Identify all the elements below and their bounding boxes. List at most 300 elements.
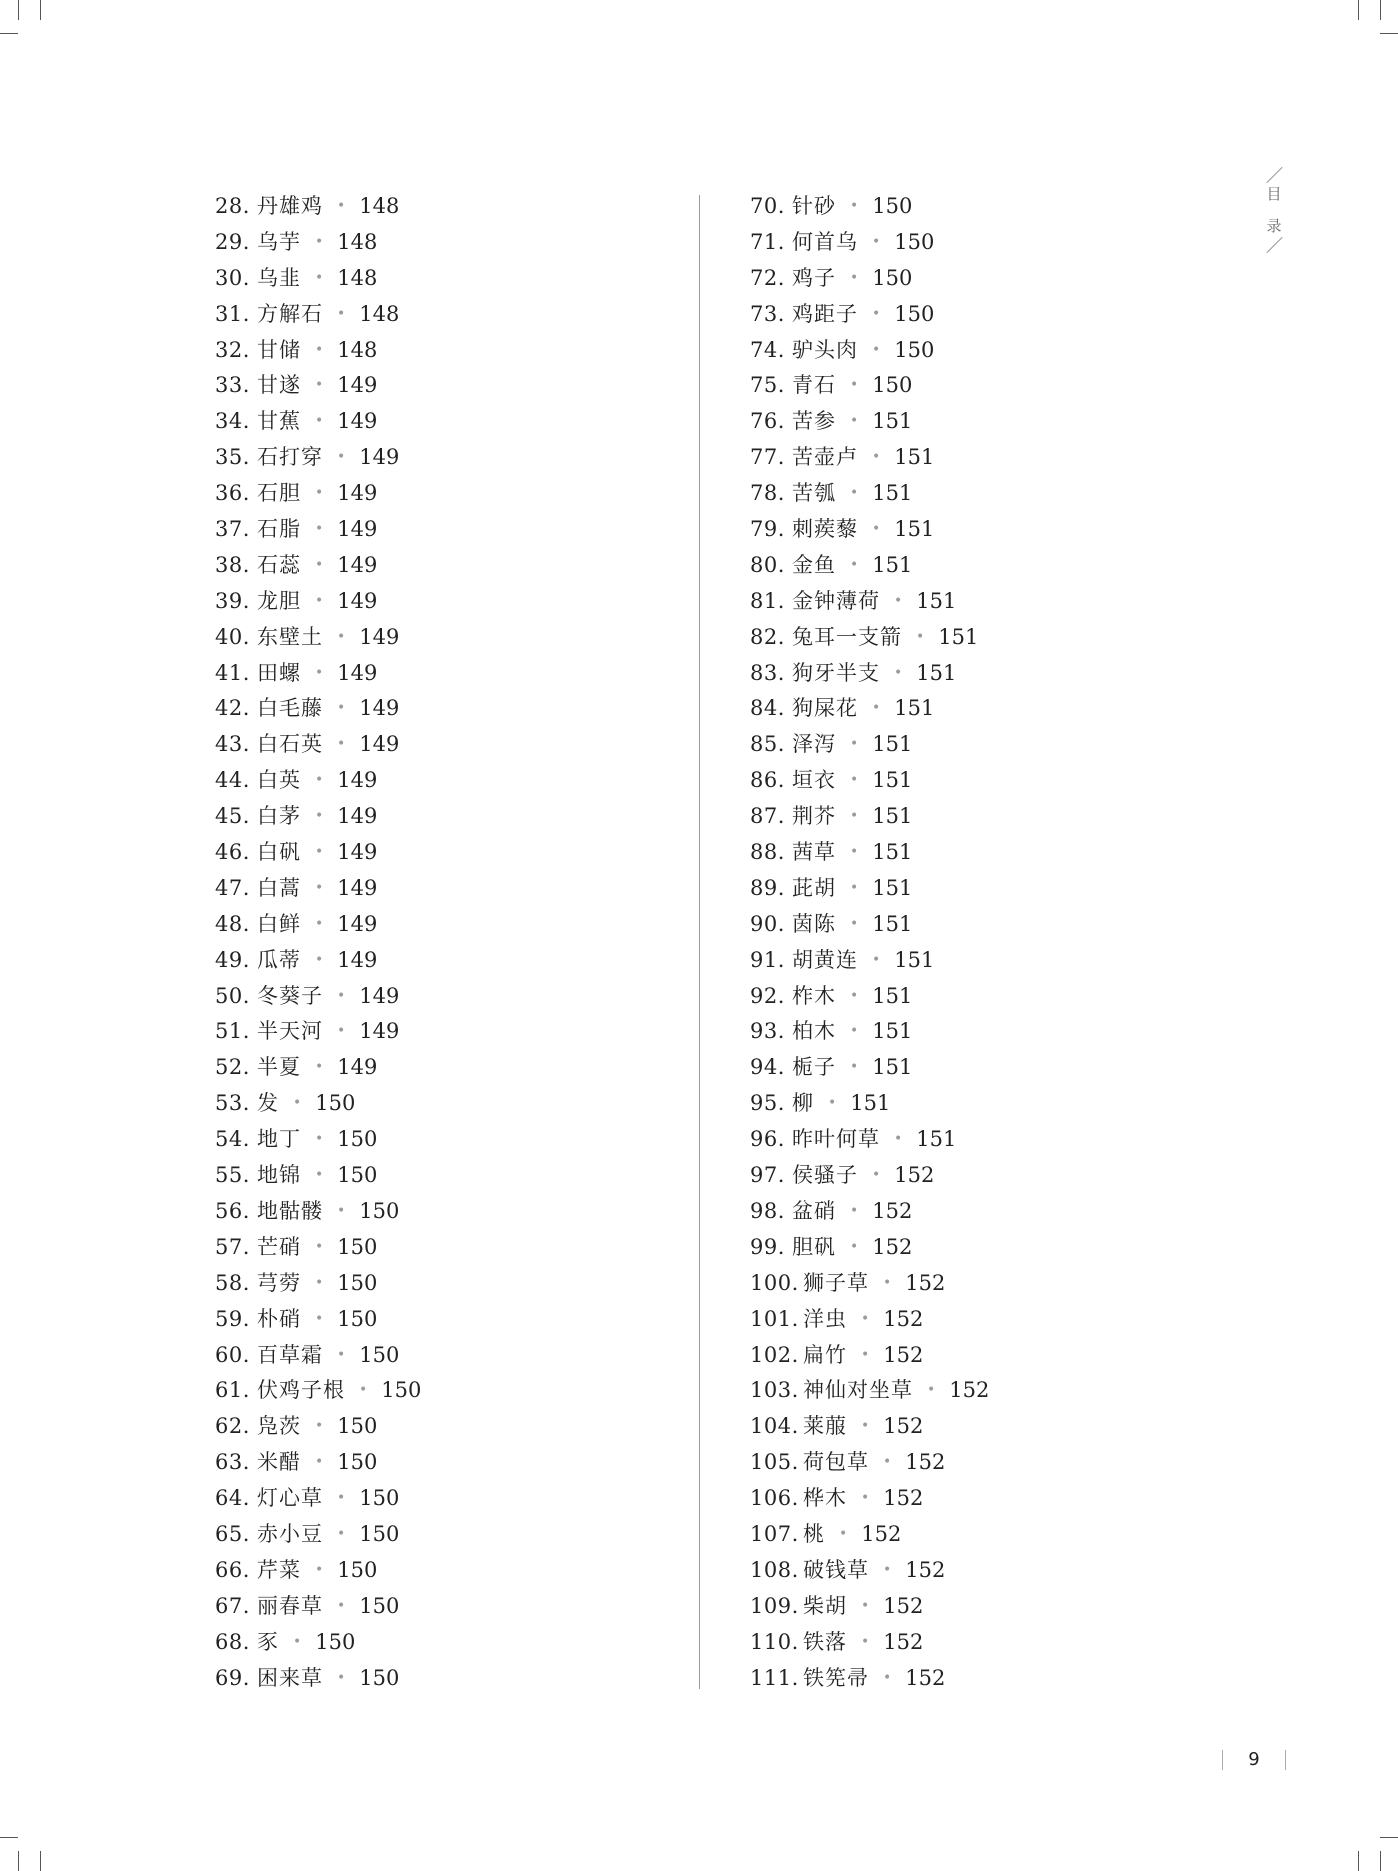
toc-entry-title: 苦瓠 (792, 481, 836, 506)
toc-entry[interactable] (750, 1158, 989, 1194)
toc-entry[interactable] (750, 1302, 989, 1338)
toc-entry[interactable] (215, 1302, 421, 1338)
toc-entry-title: 东壁土 (257, 624, 323, 649)
toc-entry-number: 81. (750, 588, 785, 613)
toc-entry-title: 昨叶何草 (792, 1127, 880, 1152)
toc-entry[interactable] (215, 1625, 421, 1661)
toc-entry-title: 胡黄连 (792, 947, 858, 972)
toc-entry-number: 33. (215, 373, 250, 398)
toc-entry-title: 伏鸡子根 (257, 1378, 345, 1403)
toc-entry[interactable] (750, 404, 989, 440)
toc-entry[interactable] (215, 1266, 421, 1302)
toc-entry[interactable] (750, 979, 989, 1015)
toc-entry[interactable] (750, 871, 989, 907)
toc-entry[interactable] (215, 1517, 421, 1553)
toc-entry-number: 74. (750, 337, 785, 362)
toc-entry-number: 58. (215, 1270, 250, 1295)
toc-entry-title: 苦参 (792, 409, 836, 434)
toc-entry-number: 65. (215, 1521, 250, 1546)
toc-entry-separator-dot: • (872, 233, 881, 250)
toc-entry-number: 75. (750, 373, 785, 398)
toc-entry-page: 150 (381, 1378, 422, 1403)
toc-entry-number: 56. (215, 1198, 250, 1223)
toc-entry-number: 30. (215, 265, 250, 290)
toc-entry[interactable] (215, 225, 421, 261)
toc-entry-separator-dot: • (850, 736, 859, 753)
toc-entry-number: 73. (750, 301, 785, 326)
toc-entry[interactable] (750, 835, 989, 871)
toc-entry[interactable] (750, 1661, 989, 1697)
toc-entry-page: 151 (894, 517, 935, 542)
toc-entry-title: 甘遂 (257, 373, 301, 398)
toc-entry-separator-dot: • (315, 556, 324, 573)
page-number-text: 9 (1248, 1749, 1260, 1770)
toc-entry-number: 95. (750, 1091, 785, 1116)
toc-entry-separator-dot: • (337, 1669, 346, 1686)
toc-entry-title: 桃 (803, 1521, 825, 1546)
toc-entry-number: 40. (215, 624, 250, 649)
toc-entry-page: 151 (894, 947, 935, 972)
toc-entry-page: 151 (872, 840, 913, 865)
toc-entry[interactable] (750, 1625, 989, 1661)
toc-entry-page: 151 (894, 445, 935, 470)
toc-entry-page: 150 (359, 1521, 400, 1546)
toc-entry-page: 149 (337, 517, 378, 542)
toc-entry-number: 41. (215, 660, 250, 685)
toc-entry[interactable] (750, 1266, 989, 1302)
crop-mark-top-left-v2 (40, 0, 41, 20)
toc-entry-title: 白鲜 (257, 911, 301, 936)
toc-entry-page: 149 (337, 947, 378, 972)
toc-entry-page: 151 (872, 983, 913, 1008)
toc-entry-page: 149 (359, 696, 400, 721)
toc-entry-number: 69. (215, 1665, 250, 1690)
toc-entry[interactable] (215, 1445, 421, 1481)
toc-entry-page: 152 (894, 1163, 935, 1188)
toc-entry[interactable] (215, 1122, 421, 1158)
toc-entry-separator-dot: • (850, 1202, 859, 1219)
toc-entry-page: 151 (872, 768, 913, 793)
toc-entry-separator-dot: • (872, 521, 881, 538)
toc-entry[interactable] (215, 297, 421, 333)
toc-entry-separator-dot: • (850, 198, 859, 214)
toc-entry-page: 149 (337, 768, 378, 793)
toc-entry-number: 98. (750, 1198, 785, 1223)
toc-entry[interactable] (750, 1373, 989, 1409)
toc-entry-separator-dot: • (861, 1633, 870, 1650)
toc-entry[interactable] (215, 1338, 421, 1374)
toc-entry-separator-dot: • (315, 1059, 324, 1076)
toc-entry-page: 152 (883, 1342, 924, 1367)
toc-entry-number: 57. (215, 1234, 250, 1259)
toc-entry[interactable] (750, 333, 989, 369)
toc-entry-number: 35. (215, 445, 250, 470)
toc-entry-title: 鸡距子 (792, 301, 858, 326)
toc-entry-separator-dot: • (337, 1346, 346, 1363)
toc-entry-page: 152 (883, 1414, 924, 1439)
toc-entry-number: 60. (215, 1342, 250, 1367)
toc-entry[interactable] (215, 871, 421, 907)
toc-entry-title: 苦壶卢 (792, 445, 858, 470)
toc-entry-separator-dot: • (861, 1490, 870, 1507)
toc-entry-separator-dot: • (883, 1454, 892, 1471)
toc-entry-page: 148 (337, 265, 378, 290)
toc-entry-title: 冬葵子 (257, 983, 323, 1008)
toc-entry-title: 乌芋 (257, 229, 301, 254)
toc-entry[interactable] (215, 1230, 421, 1266)
toc-entry-title: 荆芥 (792, 804, 836, 829)
toc-entry[interactable] (750, 1230, 989, 1266)
toc-entry-page: 152 (883, 1629, 924, 1654)
toc-entry-separator-dot: • (315, 1238, 324, 1255)
page-number-bar-left (1222, 1750, 1223, 1770)
toc-entry-separator-dot: • (337, 987, 346, 1004)
toc-entry-separator-dot: • (337, 449, 346, 466)
toc-entry[interactable] (750, 189, 989, 225)
toc-entry[interactable] (750, 1409, 989, 1445)
toc-entry-page: 149 (337, 1055, 378, 1080)
crop-mark-bottom-right-v2 (1358, 1851, 1359, 1871)
toc-entry[interactable] (750, 1086, 989, 1122)
toc-entry-number: 101. (750, 1306, 799, 1331)
toc-entry-number: 37. (215, 517, 250, 542)
toc-entry[interactable] (750, 512, 989, 548)
toc-entry-title: 狗牙半支 (792, 660, 880, 685)
toc-entry-page: 150 (337, 1127, 378, 1152)
toc-entry-title: 方解石 (257, 301, 323, 326)
toc-entry-page: 149 (337, 481, 378, 506)
toc-entry[interactable] (750, 1553, 989, 1589)
toc-entry-number: 62. (215, 1414, 250, 1439)
toc-entry-separator-dot: • (315, 808, 324, 825)
toc-entry-page: 151 (872, 911, 913, 936)
toc-entry-number: 102. (750, 1342, 799, 1367)
toc-entry[interactable] (215, 799, 421, 835)
toc-entry-page: 150 (315, 1629, 356, 1654)
crop-mark-top-right-h (1380, 33, 1398, 34)
toc-entry-separator-dot: • (894, 592, 903, 609)
toc-entry[interactable] (215, 476, 421, 512)
toc-entry-title: 驴头肉 (792, 337, 858, 362)
toc-entry-separator-dot: • (861, 1346, 870, 1363)
toc-entry-page: 152 (905, 1270, 946, 1295)
toc-entry[interactable] (215, 440, 421, 476)
toc-entry-page: 149 (337, 660, 378, 685)
toc-entry[interactable] (215, 1409, 421, 1445)
toc-entry-title: 白茅 (257, 804, 301, 829)
toc-entry[interactable] (750, 1481, 989, 1517)
toc-entry-number: 78. (750, 481, 785, 506)
toc-entry-number: 67. (215, 1593, 250, 1618)
toc-entry-number: 31. (215, 301, 250, 326)
toc-entry-separator-dot: • (850, 808, 859, 825)
toc-entry[interactable] (215, 368, 421, 404)
toc-entry-separator-dot: • (315, 951, 324, 968)
toc-entry[interactable] (215, 763, 421, 799)
toc-entry-number: 100. (750, 1270, 799, 1295)
crop-mark-bottom-left-h (0, 1837, 18, 1838)
toc-entry-page: 150 (894, 301, 935, 326)
toc-entry-title: 侯骚子 (792, 1163, 858, 1188)
toc-entry[interactable] (750, 656, 989, 692)
toc-entry[interactable] (215, 1589, 421, 1625)
toc-entry-title: 何首乌 (792, 229, 858, 254)
toc-entry-title: 甘蕉 (257, 409, 301, 434)
toc-entry-number: 49. (215, 947, 250, 972)
toc-entry-separator-dot: • (850, 1238, 859, 1255)
toc-entry-separator-dot: • (315, 772, 324, 789)
toc-entry-number: 38. (215, 552, 250, 577)
toc-entry-title: 茜草 (792, 840, 836, 865)
toc-entry-number: 59. (215, 1306, 250, 1331)
toc-entry[interactable] (750, 1338, 989, 1374)
toc-entry[interactable] (215, 1194, 421, 1230)
toc-entry[interactable] (750, 476, 989, 512)
toc-entry[interactable] (215, 512, 421, 548)
toc-entry[interactable] (215, 1158, 421, 1194)
toc-entry-number: 96. (750, 1127, 785, 1152)
toc-entry-title: 芒硝 (257, 1234, 301, 1259)
toc-entry-separator-dot: • (315, 269, 324, 286)
toc-entry[interactable] (215, 1661, 421, 1697)
crop-mark-bottom-right-v (1380, 1851, 1381, 1871)
toc-entry-separator-dot: • (337, 1597, 346, 1614)
toc-entry[interactable] (215, 1373, 421, 1409)
toc-entry[interactable] (750, 691, 989, 727)
toc-entry-title: 胆矾 (792, 1234, 836, 1259)
toc-entry-title: 石脂 (257, 517, 301, 542)
toc-entry-title: 神仙对坐草 (803, 1378, 913, 1403)
side-label-line2: 录 (1266, 217, 1282, 235)
toc-entry-page: 151 (872, 552, 913, 577)
toc-entry[interactable] (750, 440, 989, 476)
toc-entry-number: 104. (750, 1414, 799, 1439)
toc-entry-separator-dot: • (315, 1167, 324, 1184)
toc-entry-number: 86. (750, 768, 785, 793)
toc-entry-number: 94. (750, 1055, 785, 1080)
toc-entry[interactable] (750, 620, 989, 656)
toc-entry-separator-dot: • (872, 449, 881, 466)
toc-entry-number: 105. (750, 1450, 799, 1475)
toc-entry-number: 77. (750, 445, 785, 470)
toc-entry-page: 151 (872, 1055, 913, 1080)
toc-entry[interactable] (750, 368, 989, 404)
toc-entry-page: 150 (337, 1414, 378, 1439)
toc-entry[interactable] (750, 1050, 989, 1086)
toc-entry-page: 151 (872, 1019, 913, 1044)
crop-mark-top-left-v (18, 0, 19, 20)
toc-entry-number: 79. (750, 517, 785, 542)
toc-entry[interactable] (750, 943, 989, 979)
crop-mark-top-left-h (0, 33, 18, 34)
toc-entry-separator-dot: • (337, 1202, 346, 1219)
toc-entry-title: 石打穿 (257, 445, 323, 470)
toc-entry-separator-dot: • (850, 1059, 859, 1076)
toc-entry[interactable] (215, 404, 421, 440)
toc-entry-title: 芹菜 (257, 1557, 301, 1582)
toc-entry-title: 白矾 (257, 840, 301, 865)
toc-entry[interactable] (215, 1050, 421, 1086)
toc-entry-separator-dot: • (872, 341, 881, 358)
toc-entry[interactable] (215, 1014, 421, 1050)
toc-entry-number: 70. (750, 194, 785, 218)
toc-entry-number: 93. (750, 1019, 785, 1044)
toc-entry-title: 栀子 (792, 1055, 836, 1080)
toc-entry-separator-dot: • (315, 1131, 324, 1148)
toc-entry-title: 地骷髅 (257, 1198, 323, 1223)
toc-entry-title: 赤小豆 (257, 1521, 323, 1546)
toc-entry[interactable] (215, 584, 421, 620)
toc-entry-page: 151 (916, 1127, 957, 1152)
toc-entry-number: 108. (750, 1557, 799, 1582)
crop-mark-top-right-v (1380, 0, 1381, 20)
toc-entry-number: 34. (215, 409, 250, 434)
toc-entry-title: 莱菔 (803, 1414, 847, 1439)
toc-entry[interactable] (215, 1553, 421, 1589)
page-number (1222, 1746, 1286, 1774)
toc-entry-page: 149 (359, 1019, 400, 1044)
toc-entry-separator-dot: • (315, 413, 324, 430)
toc-entry-page: 150 (894, 229, 935, 254)
toc-entry-page: 149 (337, 373, 378, 398)
toc-entry[interactable] (750, 1014, 989, 1050)
toc-entry-title: 洋虫 (803, 1306, 847, 1331)
toc-entry[interactable] (215, 979, 421, 1015)
toc-entry-separator-dot: • (916, 628, 925, 645)
toc-entry-separator-dot: • (337, 700, 346, 717)
toc-entry[interactable] (215, 907, 421, 943)
toc-entry[interactable] (750, 907, 989, 943)
toc-entry-number: 107. (750, 1521, 799, 1546)
toc-entry-page: 148 (359, 194, 400, 218)
toc-entry-title: 扁竹 (803, 1342, 847, 1367)
toc-entry-page: 152 (949, 1378, 990, 1403)
toc-entry-number: 54. (215, 1127, 250, 1152)
toc-entry[interactable] (750, 1194, 989, 1230)
toc-entry[interactable] (750, 225, 989, 261)
toc-entry-page: 151 (872, 732, 913, 757)
toc-entry[interactable] (215, 548, 421, 584)
toc-entry-separator-dot: • (850, 844, 859, 861)
toc-entry-page: 150 (337, 1557, 378, 1582)
toc-entry[interactable] (750, 727, 989, 763)
toc-entry-page: 150 (359, 1665, 400, 1690)
toc-entry-title: 狮子草 (803, 1270, 869, 1295)
toc-entry-number: 99. (750, 1234, 785, 1259)
toc-entry-title: 茈胡 (792, 875, 836, 900)
toc-entry-separator-dot: • (315, 485, 324, 502)
toc-entry-separator-dot: • (337, 1023, 346, 1040)
toc-entry-number: 53. (215, 1091, 250, 1116)
toc-entry-number: 42. (215, 696, 250, 721)
toc-entry[interactable] (215, 189, 421, 225)
toc-entry[interactable] (215, 261, 421, 297)
toc-entry[interactable] (215, 943, 421, 979)
toc-entry-page: 149 (337, 911, 378, 936)
toc-entry-page: 152 (883, 1593, 924, 1618)
toc-entry[interactable] (750, 261, 989, 297)
toc-entry-separator-dot: • (359, 1382, 368, 1399)
toc-entry-number: 39. (215, 588, 250, 613)
toc-entry-separator-dot: • (927, 1382, 936, 1399)
toc-entry-number: 76. (750, 409, 785, 434)
toc-entry-page: 149 (337, 552, 378, 577)
toc-entry-title: 柏木 (792, 1019, 836, 1044)
toc-entry-title: 芎䓖 (257, 1270, 301, 1295)
toc-entry-title: 狗屎花 (792, 696, 858, 721)
toc-entry[interactable] (215, 1481, 421, 1517)
toc-entry-separator-dot: • (872, 700, 881, 717)
toc-entry-number: 111. (750, 1665, 799, 1690)
toc-entry-page: 149 (359, 983, 400, 1008)
toc-entry-title: 柞木 (792, 983, 836, 1008)
toc-entry-number: 52. (215, 1055, 250, 1080)
toc-entry-title: 困来草 (257, 1665, 323, 1690)
toc-entry-page: 151 (938, 624, 979, 649)
toc-entry-separator-dot: • (337, 628, 346, 645)
toc-entry-number: 46. (215, 840, 250, 865)
toc-entry-title: 地丁 (257, 1127, 301, 1152)
toc-entry-title: 甘储 (257, 337, 301, 362)
toc-entry-page: 148 (359, 301, 400, 326)
toc-entry-separator-dot: • (850, 485, 859, 502)
toc-entry-page: 149 (337, 409, 378, 434)
toc-entry-page: 150 (337, 1270, 378, 1295)
toc-entry-separator-dot: • (315, 1454, 324, 1471)
toc-entry[interactable] (750, 1445, 989, 1481)
toc-entry-number: 85. (750, 732, 785, 757)
toc-entry[interactable] (750, 584, 989, 620)
toc-entry-separator-dot: • (337, 1490, 346, 1507)
toc-entry-separator-dot: • (315, 879, 324, 896)
toc-entry[interactable] (750, 548, 989, 584)
toc-entry-page: 151 (850, 1091, 891, 1116)
toc-entry-title: 盆硝 (792, 1198, 836, 1223)
toc-entry[interactable] (750, 799, 989, 835)
toc-entry-page: 149 (337, 804, 378, 829)
toc-entry-title: 针砂 (792, 194, 836, 218)
toc-entry-number: 90. (750, 911, 785, 936)
toc-entry-number: 103. (750, 1378, 799, 1403)
toc-entry[interactable] (750, 1589, 989, 1625)
toc-entry-number: 50. (215, 983, 250, 1008)
toc-entry[interactable] (215, 656, 421, 692)
toc-entry[interactable] (215, 691, 421, 727)
toc-entry[interactable] (750, 297, 989, 333)
toc-entry-title: 破钱草 (803, 1557, 869, 1582)
toc-entry-title: 半天河 (257, 1019, 323, 1044)
toc-entry-separator-dot: • (315, 1418, 324, 1435)
toc-entry-page: 150 (894, 337, 935, 362)
toc-entry-separator-dot: • (861, 1597, 870, 1614)
toc-entry-page: 150 (872, 194, 913, 218)
toc-entry-title: 泽泻 (792, 732, 836, 757)
toc-entry[interactable] (215, 835, 421, 871)
toc-entry[interactable] (215, 727, 421, 763)
toc-entry[interactable] (750, 763, 989, 799)
toc-entry[interactable] (750, 1517, 989, 1553)
toc-entry-number: 92. (750, 983, 785, 1008)
toc-entry[interactable] (215, 620, 421, 656)
crop-mark-bottom-left-v (18, 1851, 19, 1871)
toc-entry[interactable] (215, 333, 421, 369)
toc-entry-page: 149 (359, 445, 400, 470)
toc-entry[interactable] (750, 1122, 989, 1158)
toc-entry[interactable] (215, 1086, 421, 1122)
toc-entry-separator-dot: • (850, 987, 859, 1004)
toc-entry-title: 发 (257, 1091, 279, 1116)
toc-entry-number: 44. (215, 768, 250, 793)
